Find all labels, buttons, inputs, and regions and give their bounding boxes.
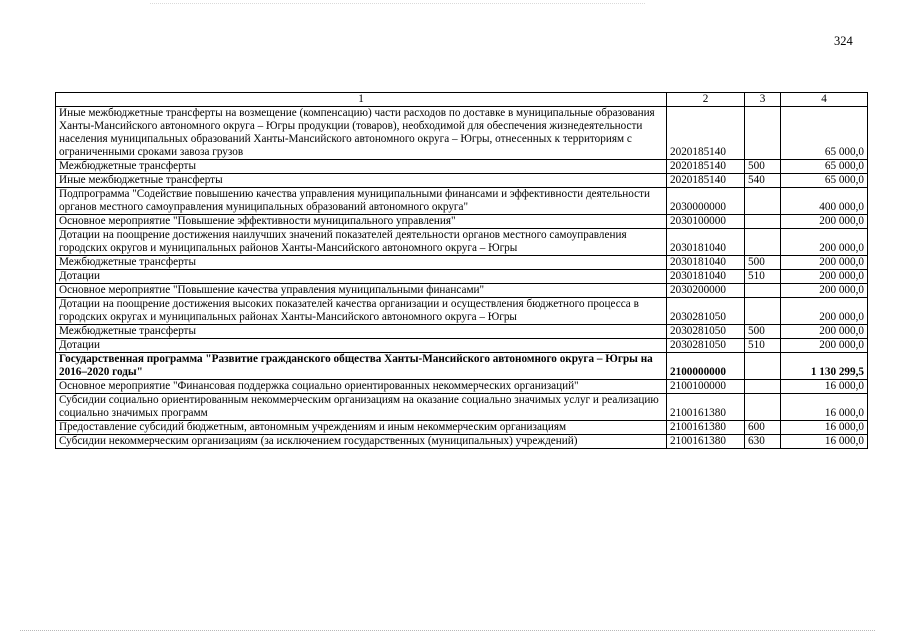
row-name: Дотации [56,339,667,353]
row-type: 500 [745,256,781,270]
row-name: Субсидии некоммерческим организациям (за исключением государственных (муниципальных) учреждений) [56,435,667,449]
row-type: 510 [745,270,781,284]
row-amount: 200 000,0 [781,229,868,256]
row-type: 630 [745,435,781,449]
row-code: 2030200000 [667,284,745,298]
scan-artifact-bottom [20,630,875,631]
table-row [56,215,868,229]
row-name: Иные межбюджетные трансферты на возмещение (компенсацию) части расходов по доставке в муниципальные образования Ханты-Мансийского автономного округа – Югры продукции (товаров), необходимой для обеспечения жизнедеятельности населения муниципальных образований Ханты-Мансийского автономного округа – Югры, отнесенных к территориям с ограниченными сроками завоза грузов [56,107,667,160]
row-name: Государственная программа "Развитие гражданского общества Ханты-Мансийского автономного округа – Югры на 2016–2020 годы" [56,353,667,380]
row-amount: 200 000,0 [781,284,868,298]
table-row [56,284,868,298]
row-code: 2100100000 [667,380,745,394]
table-row [56,174,868,188]
row-amount: 16 000,0 [781,394,868,421]
table-row [56,160,868,174]
row-code: 2030181040 [667,270,745,284]
row-amount: 200 000,0 [781,339,868,353]
row-type [745,284,781,298]
budget-table-body [56,93,868,449]
row-amount: 200 000,0 [781,270,868,284]
scan-artifact-top [150,3,645,4]
header-col-4: 4 [781,93,868,107]
table-row [56,339,868,353]
table-row [56,380,868,394]
row-amount: 65 000,0 [781,107,868,160]
row-code: 2100161380 [667,394,745,421]
row-name: Предоставление субсидий бюджетным, автономным учреждениям и иным некоммерческим организациям [56,421,667,435]
table-row [56,298,868,325]
table-row [56,435,868,449]
row-type: 540 [745,174,781,188]
row-type [745,188,781,215]
row-amount: 200 000,0 [781,215,868,229]
table-row [56,325,868,339]
row-type [745,353,781,380]
table-row [56,353,868,380]
row-amount: 16 000,0 [781,421,868,435]
table-row [56,394,868,421]
row-name: Основное мероприятие "Финансовая поддержка социально ориентированных некоммерческих организаций" [56,380,667,394]
row-code: 2030281050 [667,298,745,325]
row-code: 2030000000 [667,188,745,215]
row-code: 2030281050 [667,325,745,339]
row-name: Основное мероприятие "Повышение эффективности муниципального управления" [56,215,667,229]
table-row [56,270,868,284]
row-name: Межбюджетные трансферты [56,325,667,339]
row-type [745,229,781,256]
row-type [745,215,781,229]
header-col-1: 1 [56,93,667,107]
page-number: 324 [834,34,853,48]
header-col-2: 2 [667,93,745,107]
row-amount: 200 000,0 [781,325,868,339]
row-name: Дотации на поощрение достижения высоких показателей качества организации и осуществления бюджетного процесса в городских округах и муниципальных районах Ханты-Мансийского автономного округа – Югры [56,298,667,325]
row-amount: 65 000,0 [781,174,868,188]
table-header-row [56,93,868,107]
row-amount: 16 000,0 [781,435,868,449]
row-code: 2100161380 [667,435,745,449]
row-code: 2020185140 [667,107,745,160]
table-row [56,188,868,215]
row-type [745,394,781,421]
budget-table [55,92,868,449]
row-type: 500 [745,160,781,174]
row-name: Дотации [56,270,667,284]
row-code: 2020185140 [667,174,745,188]
row-name: Дотации на поощрение достижения наилучших значений показателей деятельности органов местного самоуправления городских округов и муниципальных районов Ханты-Мансийского автономного округа – Югры [56,229,667,256]
row-name: Межбюджетные трансферты [56,256,667,270]
row-type [745,380,781,394]
row-code: 2030100000 [667,215,745,229]
row-type: 510 [745,339,781,353]
row-name: Субсидии социально ориентированным некоммерческим организациям на оказание социально значимых услуг и реализацию социально значимых программ [56,394,667,421]
table-row [56,421,868,435]
row-amount: 200 000,0 [781,298,868,325]
header-col-3: 3 [745,93,781,107]
row-code: 2030181040 [667,229,745,256]
row-code: 2100161380 [667,421,745,435]
row-code: 2030281050 [667,339,745,353]
row-code: 2030181040 [667,256,745,270]
row-amount: 65 000,0 [781,160,868,174]
row-type: 600 [745,421,781,435]
row-code: 2020185140 [667,160,745,174]
row-type [745,107,781,160]
row-type [745,298,781,325]
row-code: 2100000000 [667,353,745,380]
row-name: Подпрограмма "Содействие повышению качества управления муниципальными финансами и эффективности деятельности органов местного самоуправления муниципальных образований автономного округа" [56,188,667,215]
row-amount: 400 000,0 [781,188,868,215]
row-type: 500 [745,325,781,339]
row-amount: 1 130 299,5 [781,353,868,380]
table-row [56,107,868,160]
row-name: Основное мероприятие "Повышение качества управления муниципальными финансами" [56,284,667,298]
row-amount: 16 000,0 [781,380,868,394]
table-row [56,229,868,256]
row-name: Иные межбюджетные трансферты [56,174,667,188]
table-row [56,256,868,270]
row-amount: 200 000,0 [781,256,868,270]
row-name: Межбюджетные трансферты [56,160,667,174]
